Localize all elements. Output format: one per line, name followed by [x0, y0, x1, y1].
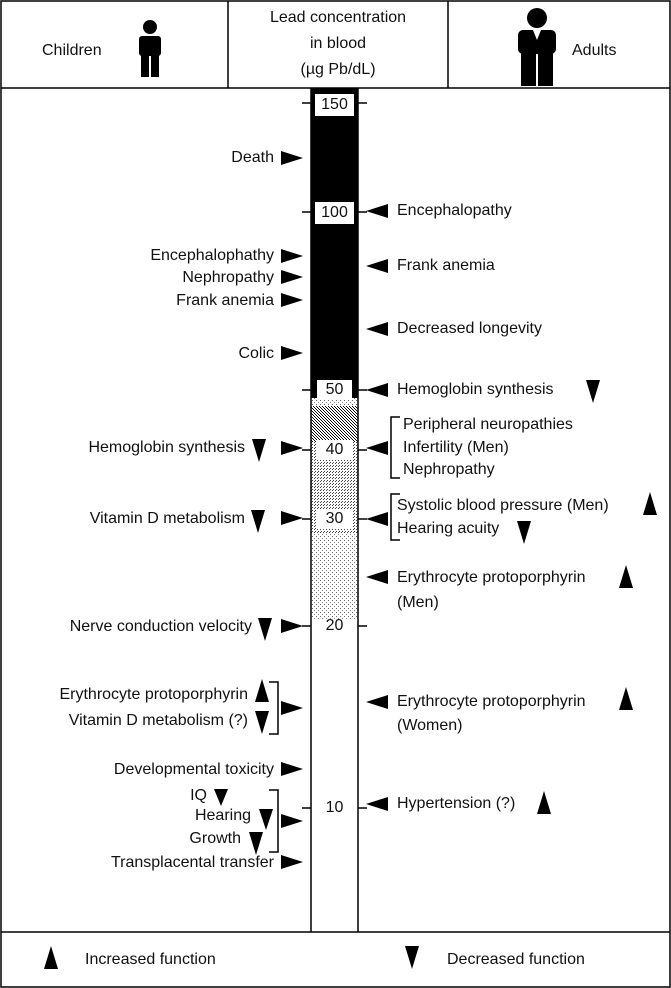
adult-effect-peripheral-neuropathies: Peripheral neuropathies: [403, 416, 573, 433]
adult-effect-men-label: (Men): [397, 594, 439, 611]
adult-effect-hearing-acuity: Hearing acuity: [397, 520, 500, 537]
adult-effect-hemoglobin-synthesis: Hemoglobin synthesis: [397, 381, 554, 398]
adult-icon: [518, 8, 556, 86]
tick-label-40: 40: [325, 441, 344, 458]
legend-increased-label: Increased function: [85, 951, 216, 968]
child-effect-erythrocyte-protoporphyrin: Erythrocyte protoporphyrin: [59, 686, 248, 703]
adults-arrows: [366, 204, 388, 811]
scale-header-line1: Lead concentration: [269, 9, 407, 26]
scale-header-line3: (µg Pb/dL): [300, 61, 376, 78]
tick-label-20: 20: [325, 617, 344, 634]
children-arrows: [281, 151, 303, 869]
child-effect-growth: Growth: [189, 830, 241, 847]
child-effect-vitamin-d-uncertain: Vitamin D metabolism (?): [68, 712, 248, 729]
tick-label-150: 150: [321, 96, 348, 113]
adult-effect-women-label: (Women): [397, 717, 463, 734]
child-effect-iq: IQ: [190, 787, 207, 804]
adult-effect-infertility-men: Infertility (Men): [403, 439, 509, 456]
adult-effect-nephropathy: Nephropathy: [403, 461, 495, 478]
children-header: Children: [42, 42, 102, 59]
legend-decreased-label: Decreased function: [447, 951, 585, 968]
tick-label-50: 50: [325, 381, 344, 398]
scale-header-line2: in blood: [309, 35, 367, 52]
adult-effect-frank-anemia: Frank anemia: [397, 257, 495, 274]
adult-effect-erythrocyte-protoporphyrin-men: Erythrocyte protoporphyrin: [397, 569, 586, 586]
child-effect-nephropathy: Nephropathy: [182, 269, 274, 286]
child-effect-death: Death: [231, 149, 274, 166]
adults-header: Adults: [572, 42, 617, 59]
child-effect-colic: Colic: [238, 345, 274, 362]
child-effect-transplacental-transfer: Transplacental transfer: [110, 854, 274, 871]
child-effect-hearing: Hearing: [194, 807, 251, 824]
tick-label-10: 10: [325, 799, 344, 816]
child-effect-nerve-conduction: Nerve conduction velocity: [69, 618, 252, 635]
tick-label-30: 30: [325, 510, 344, 527]
adult-effect-systolic-blood-pressure: Systolic blood pressure (Men): [397, 497, 609, 514]
adult-effect-encephalopathy: Encephalopathy: [397, 202, 512, 219]
adult-effect-hypertension: Hypertension (?): [397, 795, 516, 812]
child-effect-hemoglobin-synthesis: Hemoglobin synthesis: [88, 439, 245, 456]
child-icon: [139, 20, 161, 77]
child-effect-vitamin-d: Vitamin D metabolism: [89, 510, 245, 527]
tick-label-100: 100: [321, 204, 348, 221]
child-effect-frank-anemia: Frank anemia: [176, 292, 274, 309]
child-effect-developmental-toxicity: Developmental toxicity: [113, 761, 274, 778]
child-effect-encephalopathy: Encephalophathy: [150, 247, 274, 264]
adult-effect-decreased-longevity: Decreased longevity: [397, 320, 542, 337]
adult-effect-erythrocyte-protoporphyrin-women: Erythrocyte protoporphyrin: [397, 693, 586, 710]
